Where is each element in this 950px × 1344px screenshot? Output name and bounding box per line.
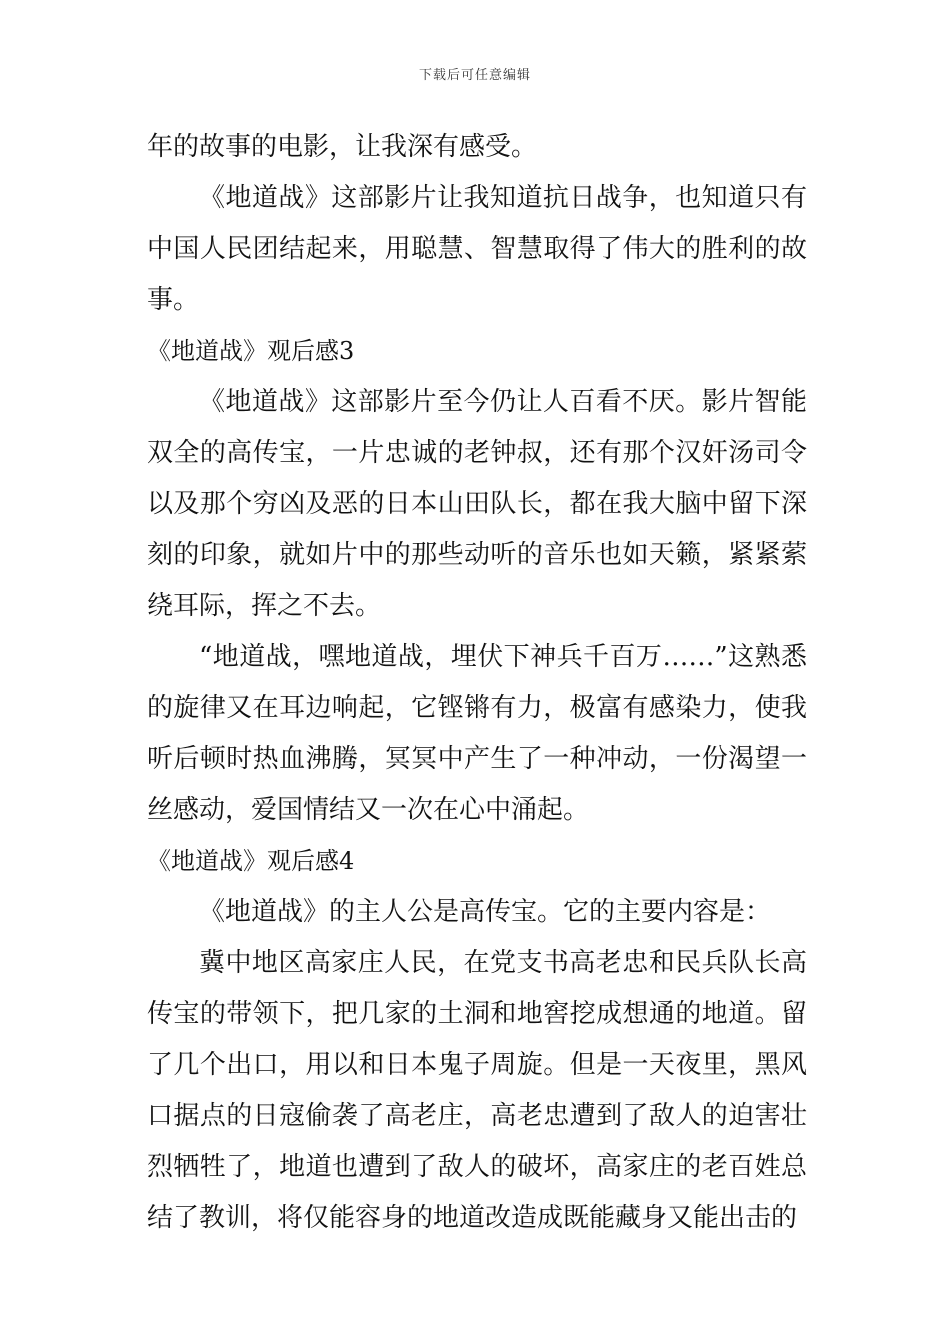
- document-body: [147, 122, 807, 1244]
- section-heading-3: 《地道战》观后感3: [147, 337, 355, 365]
- paragraph-6: 冀中地区高家庄人民，在党支书高老忠和民兵队长高传宝的带领下，把几家的土洞和地窖挖成想通的地道。留了几个出口，用以和日本鬼子周旋。但是一天夜里，黑风口据点的日寇偷袭了高老庄，高老忠遭到了敌人的迫害壮烈牺牲了，地道也遭到了敌人的破坏，高家庄的老百姓总结了教训，将仅能容身的地道改造成既能藏身又能出击的: [147, 948, 807, 1233]
- paragraph-5: 《地道战》的主人公是高传宝。它的主要内容是：: [199, 897, 772, 927]
- section-heading-4: 《地道战》观后感4: [147, 847, 355, 875]
- page-header: 下载后可任意编辑: [418, 68, 531, 83]
- paragraph-3: 《地道战》这部影片至今仍让人百看不厌。影片智能双全的高传宝，一片忠诚的老钟叔，还有那个汉奸汤司令以及那个穷凶及恶的日本山田队长，都在我大脑中留下深刻的印象，就如片中的那些动听的音乐也如天籁，紧紧萦绕耳际，挥之不去。: [147, 387, 807, 621]
- paragraph-2: 《地道战》这部影片让我知道抗日战争，也知道只有中国人民团结起来，用聪慧、智慧取得了伟大的胜利的故事。: [147, 183, 807, 315]
- paragraph-4: “地道战，嘿地道战，埋伏下神兵千百万……”这熟悉的旋律又在耳边响起，它铿锵有力，极富有感染力，使我听后顿时热血沸腾，冥冥中产生了一种冲动，一份渴望一丝感动，爱国情结又一次在心中涌起。: [147, 642, 807, 825]
- paragraph-1: 年的故事的电影，让我深有感受。: [147, 132, 538, 162]
